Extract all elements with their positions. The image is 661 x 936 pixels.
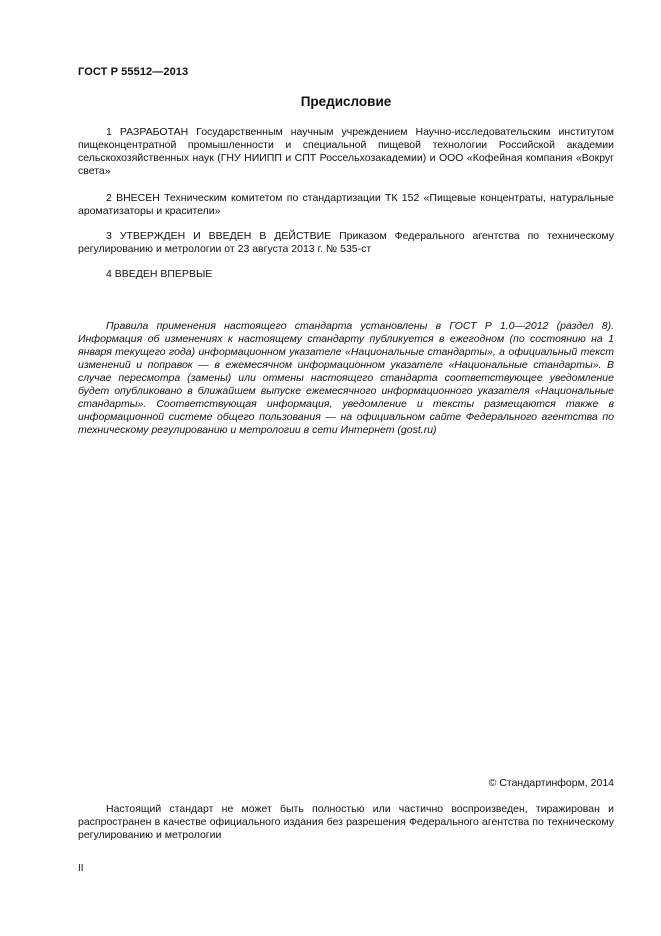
standard-usage-notice: Правила применения настоящего стандарта установлены в ГОСТ Р 1.0—2012 (раздел 8). Информация об изменениях к настоящему стандарту публикуется в ежегодном (по состоянию на 1 января текущего года) информационном указателе «Национальные стандарты», а официальный текст изменений и поправок — в ежемесячном информационном указателе «Национальные стандарты». В случае пересмотра (замены) или отмены настоящего стандарта соответствующее уведомление будет опубликовано в ближайшем выпуске ежемесячного информационного указателя «Национальные стандарты». Соответствующая информация, уведомление и тексты размещаются также в информационной системе общего пользования — на официальном сайте Федерального агентства по техническому регулированию и метрологии в сети Интернет (gost.ru) bbox=[78, 320, 614, 436]
paragraph-developed-by: 1 РАЗРАБОТАН Государственным научным учреждением Научно-исследовательским институтом пищеконцентратной промышленности и специальной пищевой технологии Российской академии сельскохозяйственных наук (ГНУ НИИПП и СПТ Россельхозакадемии) и ООО «Кофейная компания «Вокруг света» bbox=[78, 126, 614, 177]
page-number: II bbox=[78, 863, 84, 874]
paragraph-submitted-by: 2 ВНЕСЕН Техническим комитетом по стандартизации ТК 152 «Пищевые концентраты, натуральные ароматизаторы и красители» bbox=[78, 192, 614, 217]
document-code: ГОСТ Р 55512—2013 bbox=[78, 66, 189, 78]
page-title: Предисловие bbox=[300, 94, 392, 109]
paragraph-approved: 3 УТВЕРЖДЕН И ВВЕДЕН В ДЕЙСТВИЕ Приказом Федерального агентства по техническому регулированию и метрологии от 23 августа 2013 г. № 535-ст bbox=[78, 230, 614, 255]
copyright: © Стандартинформ, 2014 bbox=[488, 777, 614, 789]
paragraph-introduced: 4 ВВЕДЕН ВПЕРВЫЕ bbox=[106, 268, 213, 280]
reproduction-notice: Настоящий стандарт не может быть полностью или частично воспроизведен, тиражирован и распространен в качестве официального издания без разрешения Федерального агентства по техническому регулированию и метрологии bbox=[78, 803, 614, 841]
